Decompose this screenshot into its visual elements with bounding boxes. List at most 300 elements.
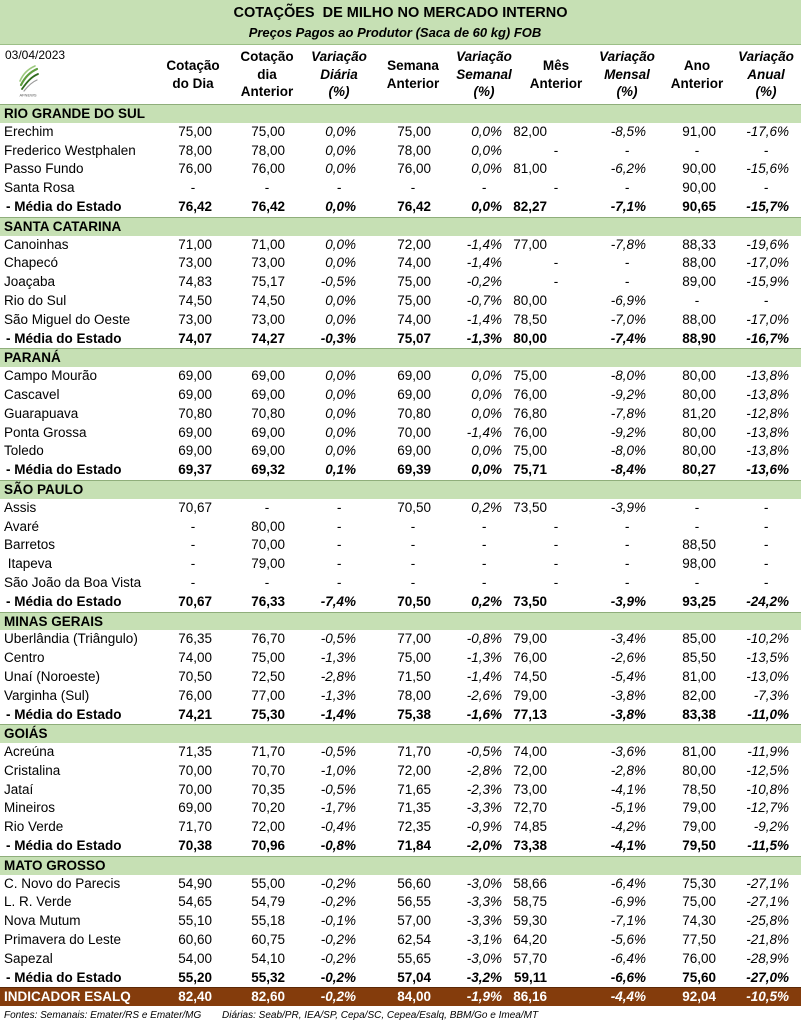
variacao-anual-cell: -27,1% (746, 875, 789, 891)
variacao-diaria-cell: 0,0% (325, 424, 356, 440)
state-average-label: - Média do Estado (6, 593, 122, 609)
semana-anterior-cell: 84,00 (397, 989, 431, 1005)
table-row (0, 442, 801, 461)
cotacao-do-dia-cell: 71,00 (178, 236, 212, 252)
cotacao-dia-anterior-cell: 55,18 (251, 913, 285, 929)
ano-anterior-cell: - (694, 142, 700, 158)
cotacao-dia-anterior-cell: 75,00 (251, 650, 285, 666)
ano-anterior-cell: - (694, 499, 700, 515)
table-row (0, 160, 801, 179)
cotacao-do-dia-cell: 74,50 (178, 292, 212, 308)
mes-anterior-cell: 59,11 (513, 969, 547, 985)
state-average-row (0, 330, 801, 349)
semana-anterior-cell: 71,84 (397, 838, 431, 854)
semana-anterior-cell: 56,60 (397, 875, 431, 891)
variacao-anual-cell: -27,1% (746, 894, 789, 910)
variacao-diaria-cell: 0,0% (325, 255, 356, 271)
variacao-semanal-cell: -2,0% (466, 838, 502, 854)
ano-anterior-cell: 83,38 (682, 706, 716, 722)
cotacao-dia-anterior-cell: - (264, 574, 270, 590)
column-header-line: Ano (683, 58, 711, 73)
ano-anterior-cell: 81,20 (682, 405, 716, 421)
cotacao-do-dia-cell: 69,00 (178, 443, 212, 459)
cotacao-do-dia-cell: 82,40 (178, 989, 212, 1005)
variacao-anual-cell: -16,7% (746, 330, 789, 346)
ano-anterior-cell: 90,65 (682, 198, 716, 214)
cotacao-do-dia-cell: 70,67 (178, 499, 212, 515)
cotacao-dia-anterior-cell: 72,50 (251, 668, 285, 684)
column-header-line: Cotação (240, 49, 294, 65)
cotacao-dia-anterior-cell: 78,00 (251, 142, 285, 158)
state-name: RIO GRANDE DO SUL (4, 106, 146, 121)
column-header-line: dia (257, 66, 277, 82)
mes-anterior-cell: 75,00 (513, 443, 547, 459)
ano-anterior-cell: 81,00 (682, 668, 716, 684)
city-name: Rio Verde (4, 819, 64, 835)
cotacao-dia-anterior-cell: 70,80 (251, 405, 285, 421)
variacao-mensal-cell: - (624, 255, 630, 271)
cotacao-dia-anterior-cell: 76,42 (251, 198, 285, 214)
table-row (0, 630, 801, 649)
semana-anterior-cell: - (410, 556, 416, 572)
state-average-row (0, 837, 801, 856)
mes-anterior-cell: 76,80 (513, 405, 547, 421)
ano-anterior-cell: 79,00 (682, 819, 716, 835)
mes-anterior-cell: 75,71 (513, 462, 547, 478)
variacao-mensal-cell: -3,8% (610, 706, 646, 722)
variacao-semanal-cell: -3,3% (466, 894, 502, 910)
variacao-anual-cell: -10,5% (746, 989, 789, 1005)
column-header-line: Mês (542, 58, 570, 73)
variacao-semanal-cell: 0,2% (471, 499, 502, 515)
variacao-diaria-cell: -1,4% (320, 706, 356, 722)
cotacao-dia-anterior-cell: 60,75 (251, 932, 285, 948)
mes-anterior-cell: - (553, 274, 559, 290)
variacao-semanal-cell: -1,4% (466, 668, 502, 684)
variacao-anual-cell: -11,5% (747, 838, 789, 854)
city-name: Itapeva (4, 556, 53, 572)
city-name: Varginha (Sul) (4, 687, 90, 703)
variacao-mensal-cell: - (624, 556, 630, 572)
variacao-mensal-cell: - (624, 574, 630, 590)
variacao-mensal-cell: - (624, 274, 630, 290)
cotacao-do-dia-cell: - (190, 518, 196, 534)
city-name: Ponta Grossa (4, 424, 87, 440)
cotacao-do-dia-cell: 70,80 (178, 405, 212, 421)
variacao-anual-cell: -13,8% (746, 386, 789, 402)
cotacao-dia-anterior-cell: - (264, 499, 270, 515)
variacao-diaria-cell: - (336, 180, 342, 196)
cotacao-dia-anterior-cell: 69,32 (251, 462, 285, 478)
variacao-diaria-cell: -0,4% (320, 819, 356, 835)
variacao-diaria-cell: -0,5% (320, 781, 356, 797)
cotacao-do-dia-cell: 73,00 (178, 255, 212, 271)
semana-anterior-cell: 70,00 (397, 424, 431, 440)
ano-anterior-cell: - (694, 518, 700, 534)
variacao-mensal-cell: -5,4% (610, 668, 646, 684)
mes-anterior-cell: 79,00 (513, 687, 547, 703)
city-name: C. Novo do Parecis (4, 875, 121, 891)
semana-anterior-cell: 72,35 (397, 819, 431, 835)
variacao-anual-cell: -12,5% (746, 762, 789, 778)
variacao-mensal-cell: -6,4% (610, 950, 646, 966)
ano-anterior-cell: 80,00 (682, 386, 716, 402)
variacao-semanal-cell: -3,1% (466, 932, 502, 948)
variacao-semanal-cell: 0,0% (471, 443, 502, 459)
state-average-row (0, 461, 801, 480)
cotacao-do-dia-cell: 55,20 (178, 969, 212, 985)
variacao-anual-cell: -10,8% (746, 781, 789, 797)
variacao-mensal-cell: - (624, 142, 630, 158)
cotacao-do-dia-cell: 54,90 (178, 875, 212, 891)
mes-anterior-cell: 58,75 (513, 894, 547, 910)
column-header-line: Diária (320, 66, 358, 82)
ano-anterior-cell: 92,04 (682, 989, 716, 1005)
table-row (0, 518, 801, 537)
variacao-anual-cell: -11,9% (747, 744, 789, 760)
ano-anterior-cell: 74,30 (682, 913, 716, 929)
variacao-diaria-cell: -0,2% (320, 969, 356, 985)
semana-anterior-cell: - (410, 537, 416, 553)
variacao-anual-cell: -24,2% (746, 593, 789, 609)
semana-anterior-cell: 75,07 (397, 330, 431, 346)
cotacao-dia-anterior-cell: 75,17 (251, 274, 285, 290)
state-average-row (0, 593, 801, 612)
ano-anterior-cell: 85,50 (682, 650, 716, 666)
variacao-mensal-cell: -4,1% (610, 838, 646, 854)
mes-anterior-cell: 57,70 (513, 950, 547, 966)
variacao-semanal-cell: -0,2% (466, 274, 502, 290)
variacao-mensal-cell: -3,4% (610, 631, 646, 647)
mes-anterior-cell: 74,00 (513, 744, 547, 760)
state-average-row (0, 706, 801, 725)
variacao-anual-cell: -21,8% (746, 932, 789, 948)
ano-anterior-cell: 80,27 (682, 462, 716, 478)
variacao-diaria-cell: 0,0% (325, 405, 356, 421)
variacao-semanal-cell: - (481, 518, 487, 534)
variacao-mensal-cell: -7,8% (610, 405, 646, 421)
variacao-semanal-cell: -2,8% (466, 762, 502, 778)
cotacao-do-dia-cell: - (190, 556, 196, 572)
variacao-diaria-cell: -0,5% (320, 631, 356, 647)
mes-anterior-cell: 82,27 (513, 198, 547, 214)
cotacao-do-dia-cell: 74,07 (178, 330, 212, 346)
mes-anterior-cell: - (553, 142, 559, 158)
variacao-diaria-cell: -0,5% (320, 744, 356, 760)
state-average-label: - Média do Estado (6, 969, 122, 985)
city-name: Nova Mutum (4, 913, 81, 929)
variacao-mensal-cell: -2,8% (610, 762, 646, 778)
table-row (0, 179, 801, 198)
mes-anterior-cell: 75,00 (513, 368, 547, 384)
cotacao-do-dia-cell: 74,00 (178, 650, 212, 666)
ano-anterior-cell: 88,50 (682, 537, 716, 553)
cotacao-dia-anterior-cell: 55,32 (251, 969, 285, 985)
semana-anterior-cell: 78,00 (397, 142, 431, 158)
column-header-line: Mensal (604, 66, 650, 82)
cotacao-dia-anterior-cell: 72,00 (251, 819, 285, 835)
variacao-mensal-cell: -8,4% (610, 462, 646, 478)
ano-anterior-cell: 75,00 (682, 894, 716, 910)
variacao-diaria-cell: -1,3% (320, 687, 356, 703)
variacao-anual-cell: -15,6% (746, 161, 789, 177)
semana-anterior-cell: 69,39 (397, 462, 431, 478)
cotacao-do-dia-cell: 69,00 (178, 424, 212, 440)
semana-anterior-cell: 69,00 (397, 386, 431, 402)
ano-anterior-cell: 85,00 (682, 631, 716, 647)
table-row (0, 762, 801, 781)
cotacao-dia-anterior-cell: 74,27 (251, 330, 285, 346)
cotacao-do-dia-cell: 70,38 (178, 838, 212, 854)
ano-anterior-cell: 90,00 (682, 161, 716, 177)
cotacao-dia-anterior-cell: 76,70 (251, 631, 285, 647)
city-name: Frederico Westphalen (4, 142, 136, 158)
city-name: Passo Fundo (4, 161, 84, 177)
semana-anterior-cell: 75,00 (397, 650, 431, 666)
city-name: Toledo (4, 443, 44, 459)
state-name: GOIÁS (4, 726, 48, 742)
variacao-mensal-cell: -8,0% (610, 368, 646, 384)
page-subtitle: Preços Pagos ao Produtor (Saca de 60 kg) FOB (248, 25, 542, 40)
variacao-diaria-cell: -2,8% (320, 668, 356, 684)
variacao-diaria-cell: -0,8% (320, 838, 356, 854)
city-name: Acreúna (4, 744, 55, 760)
mes-anterior-cell: 73,50 (513, 593, 547, 609)
variacao-anual-cell: -12,7% (746, 800, 789, 816)
ano-anterior-cell: 82,00 (682, 687, 716, 703)
column-header-variacao-anual (724, 45, 801, 104)
variacao-mensal-cell: -6,4% (610, 875, 646, 891)
mes-anterior-cell: 73,38 (513, 838, 547, 854)
cotacao-dia-anterior-cell: 75,00 (251, 123, 285, 139)
cotacao-do-dia-cell: 70,00 (178, 762, 212, 778)
variacao-anual-cell: - (763, 180, 769, 196)
ano-anterior-cell: 80,00 (682, 762, 716, 778)
state-average-label: - Média do Estado (6, 462, 122, 478)
ano-anterior-cell: 89,00 (682, 274, 716, 290)
variacao-anual-cell: - (763, 142, 769, 158)
variacao-mensal-cell: -3,9% (610, 499, 646, 515)
semana-anterior-cell: 75,00 (397, 274, 431, 290)
variacao-mensal-cell: -6,2% (610, 161, 646, 177)
state-name: SANTA CATARINA (4, 218, 122, 234)
cotacao-dia-anterior-cell: 70,00 (251, 537, 285, 553)
semana-anterior-cell: 56,55 (397, 894, 431, 910)
variacao-mensal-cell: -9,2% (610, 424, 646, 440)
column-header-variacao-diaria (297, 45, 381, 104)
semana-anterior-cell: 77,00 (397, 631, 431, 647)
variacao-anual-cell: -13,8% (746, 368, 789, 384)
cotacao-dia-anterior-cell: 70,96 (251, 838, 285, 854)
city-name: Barretos (4, 537, 56, 553)
variacao-semanal-cell: -2,3% (466, 781, 502, 797)
column-header-line: Anterior (386, 75, 440, 91)
variacao-semanal-cell: -0,9% (466, 819, 502, 835)
mes-anterior-cell: 86,16 (513, 989, 547, 1005)
mes-anterior-cell: 73,50 (513, 499, 547, 515)
semana-anterior-cell: 72,00 (397, 762, 431, 778)
variacao-mensal-cell: -5,1% (610, 800, 646, 816)
mes-anterior-cell: 82,00 (513, 123, 547, 139)
variacao-mensal-cell: -8,5% (610, 123, 646, 139)
variacao-anual-cell: -13,5% (746, 650, 789, 666)
mes-anterior-cell: 80,00 (513, 292, 547, 308)
city-name: Guarapuava (4, 405, 79, 421)
variacao-anual-cell: -15,7% (746, 198, 789, 214)
variacao-semanal-cell: -3,3% (466, 800, 502, 816)
table-row (0, 424, 801, 443)
semana-anterior-cell: 69,00 (397, 443, 431, 459)
ano-anterior-cell: 75,30 (682, 875, 716, 891)
mes-anterior-cell: 74,50 (513, 668, 547, 684)
cotacao-do-dia-cell: 69,00 (178, 800, 212, 816)
variacao-semanal-cell: -1,6% (466, 706, 502, 722)
variacao-anual-cell: -12,8% (746, 405, 789, 421)
table-row (0, 142, 801, 161)
semana-anterior-cell: 71,35 (397, 800, 431, 816)
state-average-label: - Média do Estado (6, 330, 122, 346)
variacao-diaria-cell: -1,7% (320, 800, 356, 816)
table-row (0, 687, 801, 706)
state-average-label: - Média do Estado (6, 706, 122, 722)
table-row (0, 292, 801, 311)
cotacao-dia-anterior-cell: 70,20 (251, 800, 285, 816)
variacao-diaria-cell: -0,3% (320, 330, 356, 346)
variacao-semanal-cell: 0,0% (471, 198, 502, 214)
variacao-anual-cell: -13,8% (746, 443, 789, 459)
mes-anterior-cell: 76,00 (513, 386, 547, 402)
column-header-line: Variação (456, 49, 512, 65)
variacao-diaria-cell: -0,2% (320, 950, 356, 966)
semana-anterior-cell: 62,54 (397, 932, 431, 948)
variacao-semanal-cell: 0,0% (471, 142, 502, 158)
table-row (0, 367, 801, 386)
mes-anterior-cell: 81,00 (513, 161, 547, 177)
cotacao-dia-anterior-cell: 73,00 (251, 255, 285, 271)
ano-anterior-cell: 88,00 (682, 255, 716, 271)
cotacao-do-dia-cell: 74,21 (178, 706, 212, 722)
cotacao-dia-anterior-cell: - (264, 180, 270, 196)
column-header-line: Anterior (240, 84, 294, 100)
ano-anterior-cell: 79,00 (682, 800, 716, 816)
variacao-semanal-cell: -1,9% (466, 989, 502, 1005)
column-header-line: Cotação (166, 58, 220, 73)
variacao-mensal-cell: -7,0% (610, 311, 646, 327)
variacao-anual-cell: -13,8% (746, 424, 789, 440)
variacao-mensal-cell: - (624, 518, 630, 534)
variacao-mensal-cell: - (624, 180, 630, 196)
table-row (0, 254, 801, 273)
quote-date: 03/04/2023 (5, 48, 66, 62)
mes-anterior-cell: - (553, 255, 559, 271)
cotacao-do-dia-cell: 69,37 (178, 462, 212, 478)
column-header-cotacao-do-dia (151, 45, 235, 104)
cotacao-dia-anterior-cell: 82,60 (251, 989, 285, 1005)
city-name: Assis (4, 499, 37, 515)
table-row (0, 499, 801, 518)
mes-anterior-cell: 77,13 (513, 706, 547, 722)
state-section-header (0, 217, 801, 236)
cotacao-dia-anterior-cell: 71,00 (251, 236, 285, 252)
variacao-diaria-cell: - (336, 556, 342, 572)
variacao-diaria-cell: -0,1% (320, 913, 356, 929)
table-row (0, 950, 801, 969)
variacao-semanal-cell: 0,0% (471, 405, 502, 421)
mes-anterior-cell: 59,30 (513, 913, 547, 929)
variacao-diaria-cell: 0,0% (325, 443, 356, 459)
variacao-semanal-cell: - (481, 537, 487, 553)
column-header-line: (%) (328, 84, 350, 100)
variacao-diaria-cell: 0,0% (325, 368, 356, 384)
semana-anterior-cell: 72,00 (397, 236, 431, 252)
variacao-semanal-cell: -0,5% (466, 744, 502, 760)
variacao-semanal-cell: -0,7% (466, 292, 502, 308)
variacao-mensal-cell: -3,9% (610, 593, 646, 609)
column-header-line: Anterior (529, 75, 583, 91)
semana-anterior-cell: 76,42 (397, 198, 431, 214)
footer-sources-weekly: Fontes: Semanais: Emater/RS e Emater/MG (4, 1010, 202, 1021)
ano-anterior-cell: 98,00 (682, 556, 716, 572)
column-headers (0, 45, 801, 104)
cotacao-dia-anterior-cell: 71,70 (251, 744, 285, 760)
table-row (0, 273, 801, 292)
semana-anterior-cell: 74,00 (397, 311, 431, 327)
variacao-mensal-cell: -7,8% (610, 236, 646, 252)
variacao-diaria-cell: -0,2% (320, 932, 356, 948)
variacao-anual-cell: -17,6% (746, 123, 789, 139)
cotacao-do-dia-cell: 76,00 (178, 161, 212, 177)
state-name: PARANÁ (4, 350, 61, 366)
semana-anterior-cell: 78,00 (397, 687, 431, 703)
cotacao-do-dia-cell: - (190, 180, 196, 196)
table-row (0, 818, 801, 837)
ano-anterior-cell: 80,00 (682, 424, 716, 440)
cotacao-dia-anterior-cell: 75,30 (251, 706, 285, 722)
variacao-diaria-cell: - (336, 499, 342, 515)
cotacao-do-dia-cell: - (190, 537, 196, 553)
state-section-header (0, 348, 801, 367)
table-row (0, 931, 801, 950)
variacao-anual-cell: -11,0% (747, 706, 789, 722)
variacao-anual-cell: -13,0% (746, 668, 789, 684)
variacao-anual-cell: - (763, 556, 769, 572)
city-name: São Miguel do Oeste (4, 311, 131, 327)
variacao-semanal-cell: -1,4% (466, 255, 502, 271)
city-name: Cascavel (4, 386, 60, 402)
cotacao-do-dia-cell: 54,65 (178, 894, 212, 910)
semana-anterior-cell: 74,00 (397, 255, 431, 271)
esalq-indicator-row (0, 987, 801, 1006)
semana-anterior-cell: 70,50 (397, 499, 431, 515)
semana-anterior-cell: 70,80 (397, 405, 431, 421)
cotacao-do-dia-cell: 69,00 (178, 368, 212, 384)
variacao-diaria-cell: - (336, 574, 342, 590)
variacao-anual-cell: -25,8% (746, 913, 789, 929)
variacao-mensal-cell: -7,1% (610, 198, 646, 214)
indicator-label: INDICADOR ESALQ (4, 989, 131, 1005)
variacao-semanal-cell: 0,0% (471, 386, 502, 402)
variacao-anual-cell: -17,0% (746, 311, 789, 327)
mes-anterior-cell: - (553, 518, 559, 534)
semana-anterior-cell: 76,00 (397, 161, 431, 177)
semana-anterior-cell: - (410, 180, 416, 196)
ano-anterior-cell: 75,60 (682, 969, 716, 985)
column-header-line: (%) (616, 84, 638, 100)
variacao-semanal-cell: -1,4% (466, 236, 502, 252)
cotacao-dia-anterior-cell: 74,50 (251, 292, 285, 308)
ano-anterior-cell: - (694, 292, 700, 308)
cotacao-do-dia-cell: 74,83 (178, 274, 212, 290)
